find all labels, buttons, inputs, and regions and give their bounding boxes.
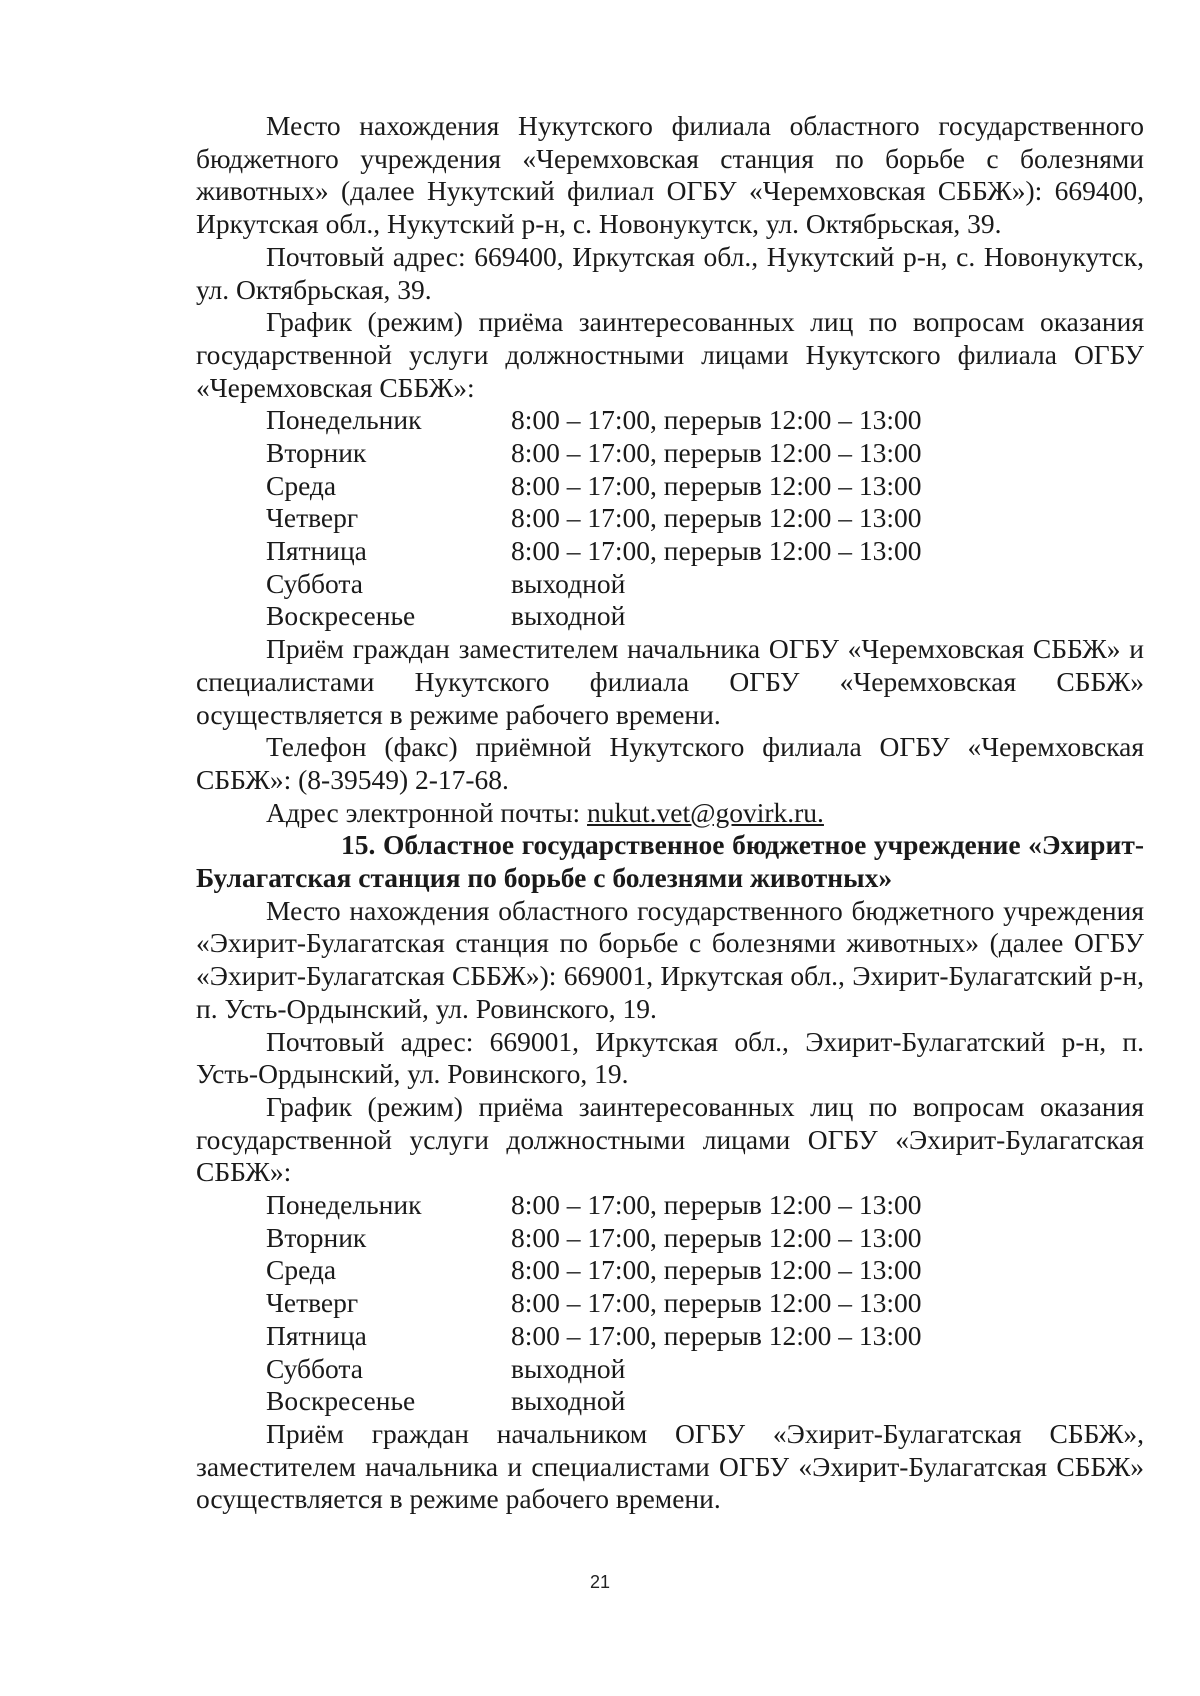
schedule-day: Четверг bbox=[266, 502, 359, 534]
schedule-hours: выходной bbox=[511, 1385, 626, 1417]
schedule-day: Суббота bbox=[266, 1352, 363, 1384]
schedule-row bbox=[266, 470, 1144, 503]
reception-paragraph: Приём граждан начальником ОГБУ «Эхирит-Булагатская СББЖ», заместителем начальника и специалистами ОГБУ «Эхирит-Булагатская СББЖ» осуществляется в режиме рабочего времени. bbox=[196, 1417, 1144, 1515]
email-link[interactable]: nukut.vet@govirk.ru. bbox=[587, 796, 824, 828]
document-page bbox=[196, 110, 1144, 1516]
schedule-row bbox=[266, 1353, 1144, 1386]
schedule-day: Понедельник bbox=[266, 1189, 422, 1221]
schedule-row bbox=[266, 535, 1144, 568]
schedule-row bbox=[266, 404, 1144, 437]
schedule-day: Среда bbox=[266, 469, 337, 501]
schedule-day: Вторник bbox=[266, 437, 367, 469]
reception-paragraph: Приём граждан заместителем начальника ОГБУ «Черемховская СББЖ» и специалистами Нукутского филиала ОГБУ «Черемховская СББЖ» осуществляется в режиме рабочего времени. bbox=[196, 633, 1144, 730]
schedule-table bbox=[196, 404, 1144, 633]
schedule-day: Пятница bbox=[266, 1319, 367, 1351]
schedule-day: Четверг bbox=[266, 1287, 359, 1319]
schedule-row bbox=[266, 502, 1144, 535]
schedule-hours: выходной bbox=[511, 1352, 626, 1384]
schedule-day: Воскресенье bbox=[266, 1385, 416, 1417]
postal-address-paragraph: Почтовый адрес: 669001, Иркутская обл., Эхирит-Булагатский р-н, п. Усть-Ордынский, ул. Ровинского, 19. bbox=[196, 1025, 1144, 1090]
schedule-intro-paragraph: График (режим) приёма заинтересованных лиц по вопросам оказания государственной услуги должностными лицами ОГБУ «Эхирит-Булагатская СББЖ»: bbox=[196, 1090, 1144, 1188]
schedule-hours: 8:00 – 17:00, перерыв 12:00 – 13:00 bbox=[511, 1221, 922, 1253]
schedule-hours: выходной bbox=[511, 600, 626, 632]
schedule-day: Воскресенье bbox=[266, 600, 416, 632]
schedule-day: Вторник bbox=[266, 1221, 367, 1253]
schedule-hours: 8:00 – 17:00, перерыв 12:00 – 13:00 bbox=[511, 535, 922, 567]
schedule-row bbox=[266, 1254, 1144, 1287]
postal-address-paragraph: Почтовый адрес: 669400, Иркутская обл., Нукутский р-н, с. Новонукутск, ул. Октябрьская, 39. bbox=[196, 240, 1144, 305]
schedule-row bbox=[266, 600, 1144, 633]
schedule-row bbox=[266, 1385, 1144, 1418]
page-number: 21 bbox=[589, 1572, 611, 1592]
schedule-row bbox=[266, 1287, 1144, 1320]
schedule-day: Понедельник bbox=[266, 404, 422, 436]
schedule-hours: 8:00 – 17:00, перерыв 12:00 – 13:00 bbox=[511, 1319, 922, 1351]
schedule-row bbox=[266, 568, 1144, 601]
schedule-hours: 8:00 – 17:00, перерыв 12:00 – 13:00 bbox=[511, 404, 922, 436]
schedule-day: Пятница bbox=[266, 535, 367, 567]
schedule-row bbox=[266, 437, 1144, 470]
location-paragraph: Место нахождения Нукутского филиала областного государственного бюджетного учреждения «Черемховская станция по борьбе с болезнями животных» (далее Нукутский филиал ОГБУ «Черемховская СББЖ»): 669400, Иркутская обл., Нукутский р-н, с. Новонукутск, ул. Октябрьская, 39. bbox=[196, 110, 1144, 240]
email-label: Адрес электронной почты: bbox=[266, 796, 588, 828]
schedule-row bbox=[266, 1222, 1144, 1255]
schedule-hours: 8:00 – 17:00, перерыв 12:00 – 13:00 bbox=[511, 1287, 922, 1319]
email-paragraph bbox=[196, 797, 1144, 830]
schedule-intro-paragraph: График (режим) приёма заинтересованных лиц по вопросам оказания государственной услуги должностными лицами Нукутского филиала ОГБУ «Черемховская СББЖ»: bbox=[196, 306, 1144, 403]
section-heading: 15. Областное государственное бюджетное учреждение «Эхирит-Булагатская станция по борьбе с болезнями животных» bbox=[196, 829, 1144, 894]
schedule-hours: 8:00 – 17:00, перерыв 12:00 – 13:00 bbox=[511, 1189, 922, 1221]
schedule-hours: 8:00 – 17:00, перерыв 12:00 – 13:00 bbox=[511, 469, 922, 501]
schedule-row bbox=[266, 1320, 1144, 1353]
location-paragraph: Место нахождения областного государственного бюджетного учреждения «Эхирит-Булагатская станция по борьбе с болезнями животных» (далее ОГБУ «Эхирит-Булагатская СББЖ»): 669001, Иркутская обл., Эхирит-Булагатский р-н, п. Усть-Ордынский, ул. Ровинского, 19. bbox=[196, 894, 1144, 1024]
schedule-hours: 8:00 – 17:00, перерыв 12:00 – 13:00 bbox=[511, 1254, 922, 1286]
phone-paragraph: Телефон (факс) приёмной Нукутского филиала ОГБУ «Черемховская СББЖ»: (8-39549) 2-17-68. bbox=[196, 731, 1144, 795]
schedule-day: Суббота bbox=[266, 567, 363, 599]
schedule-table bbox=[196, 1189, 1144, 1418]
schedule-hours: 8:00 – 17:00, перерыв 12:00 – 13:00 bbox=[511, 502, 922, 534]
schedule-hours: 8:00 – 17:00, перерыв 12:00 – 13:00 bbox=[511, 437, 922, 469]
schedule-day: Среда bbox=[266, 1254, 337, 1286]
schedule-hours: выходной bbox=[511, 567, 626, 599]
schedule-row bbox=[266, 1189, 1144, 1222]
